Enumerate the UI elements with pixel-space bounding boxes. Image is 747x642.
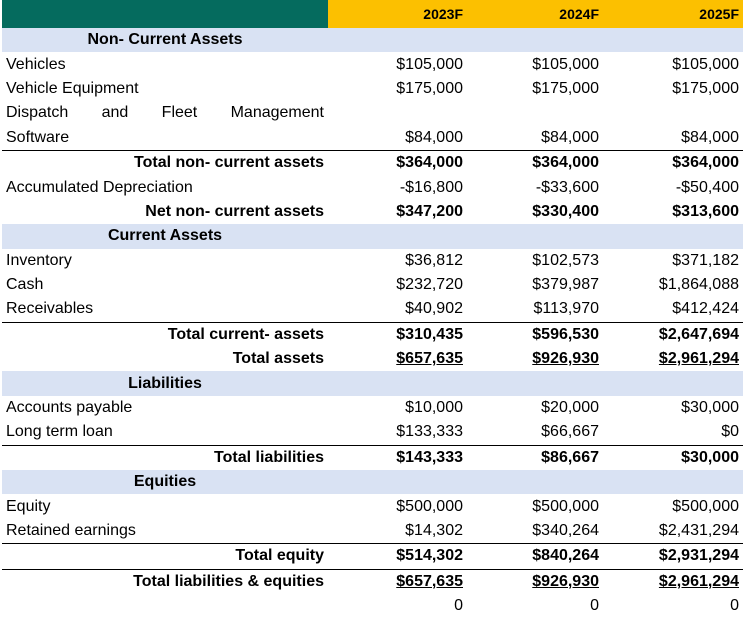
cell-value: $105,000 [672,55,739,73]
table-row [2,420,743,445]
cell-value: $500,000 [532,497,599,515]
section-title: Non- Current Assets [2,28,328,52]
section-header-current-assets [2,224,743,248]
total-value-text: $657,635 [396,572,463,590]
cell-value: $1,864,088 [658,276,739,294]
header-corner [2,0,328,28]
cell-value: $40,902 [405,300,463,318]
total-label: Total non- current assets [2,150,328,175]
total-value: $313,600 [672,202,739,220]
cell-value: $102,573 [532,251,599,269]
total-value [603,569,743,594]
cell-value: $113,970 [533,300,599,318]
total-value: $143,333 [328,445,467,470]
table-row [2,273,743,297]
cell-value: $500,000 [396,497,463,515]
total-value-text: $926,930 [532,350,599,368]
total-value [603,347,743,371]
cell-value: $371,182 [672,251,739,269]
cell-value: $133,333 [396,423,463,441]
cell-value: $232,720 [396,276,463,294]
total-value: $310,435 [328,322,467,347]
check-value: 0 [730,597,739,615]
cell-value: $412,424 [672,300,739,318]
section-title: Current Assets [2,224,328,248]
row-label: Long term loan [6,423,113,441]
total-value: $514,302 [328,544,467,569]
cell-value: $36,812 [405,251,463,269]
row-label: Receivables [6,300,94,318]
total-value [467,347,603,371]
row-label: Vehicle Equipment [6,79,139,97]
cell-value: $20,000 [541,399,599,417]
check-value: 0 [590,597,599,615]
cell-value: -$50,400 [675,178,739,196]
section-title: Equities [2,470,328,494]
cell-value: $14,302 [405,522,463,539]
table-row [2,396,743,420]
table-row [2,175,743,199]
cell-value: $105,000 [396,55,463,73]
total-value [328,347,467,371]
total-row [2,200,743,224]
total-label: Total liabilities & equities [2,569,328,594]
total-value: $596,530 [467,322,603,347]
total-value-text: $657,635 [396,350,463,368]
table-row [2,519,743,544]
total-value-text: $926,930 [532,572,599,590]
section-header-liabilities [2,371,743,395]
cell-value: $175,000 [396,79,463,97]
row-label: Equity [6,497,51,515]
row-label: Inventory [6,251,72,269]
table-row [2,101,743,125]
cell-value: $340,264 [532,522,599,539]
total-row [2,445,743,470]
total-value: $30,000 [603,445,743,470]
cell-value: $105,000 [532,55,599,73]
total-value: $840,264 [467,544,603,569]
cell-value: $84,000 [681,128,739,146]
total-label: Net non- current assets [145,202,324,220]
cell-value: $2,431,294 [658,522,739,539]
cell-value: -$33,600 [535,178,599,196]
row-label-line1: Dispatch and Fleet Management [6,104,324,122]
total-row [2,150,743,175]
year-header: 2025F [603,0,743,28]
cell-value: $175,000 [672,79,739,97]
table-row [2,297,743,322]
total-value-text: $2,961,294 [658,572,739,590]
total-label: Total current- assets [2,322,328,347]
total-value: $364,000 [603,150,743,175]
total-value: $2,647,694 [603,322,743,347]
row-label: Cash [6,276,44,294]
cell-value: $84,000 [541,128,599,146]
table-row [2,77,743,101]
total-value [467,569,603,594]
year-header: 2024F [467,0,603,28]
header-row [2,0,743,28]
check-value: 0 [454,597,463,615]
cell-value: $84,000 [405,128,463,146]
check-label [2,594,328,618]
section-header-non-current-assets [2,28,743,52]
total-label: Total liabilities [2,445,328,470]
total-value: $347,200 [396,202,463,220]
table-row [2,126,743,151]
row-label-line2: Software [6,128,70,146]
cell-value: $175,000 [532,79,599,97]
total-value: $364,000 [328,150,467,175]
total-value: $364,000 [467,150,603,175]
table-row [2,52,743,76]
cell-value: $30,000 [681,399,739,417]
total-value-text: $2,961,294 [658,350,739,368]
year-header: 2023F [328,0,467,28]
table-row [2,494,743,518]
cell-value: $0 [721,423,739,441]
check-row [2,594,743,618]
cell-value: $500,000 [672,497,739,515]
total-value: $330,400 [532,202,599,220]
table-row [2,249,743,273]
cell-value: $379,987 [532,276,599,294]
total-label: Total assets [232,350,324,368]
row-label: Accumulated Depreciation [6,178,193,196]
total-row [2,347,743,371]
row-label: Retained earnings [6,522,136,539]
balance-sheet-table [2,0,743,618]
total-label: Total equity [2,544,328,569]
total-row [2,322,743,347]
section-title: Liabilities [2,371,328,395]
total-row [2,544,743,569]
row-label: Vehicles [6,55,66,73]
total-value: $2,931,294 [603,544,743,569]
total-value: $86,667 [467,445,603,470]
cell-value: $66,667 [541,423,599,441]
total-value [328,569,467,594]
cell-value: $10,000 [405,399,463,417]
total-row [2,569,743,594]
row-label: Accounts payable [6,399,133,417]
section-header-equities [2,470,743,494]
cell-value: -$16,800 [399,178,463,196]
